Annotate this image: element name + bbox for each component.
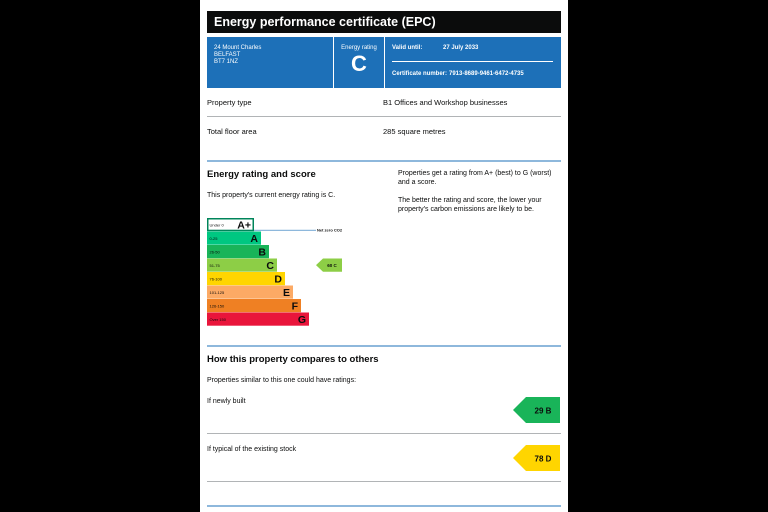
property-type-value: B1 Offices and Workshop businesses (383, 98, 508, 107)
band-range-b: 26-50 (209, 249, 220, 255)
band-range-e: 101-125 (209, 289, 225, 295)
band-letter-a-plus: A+ (237, 219, 251, 232)
certificate-number-value: 7913-8689-9461-6472-4735 (449, 71, 524, 77)
band-letter-d: D (274, 273, 282, 286)
newly-built-label: If newly built (207, 398, 246, 405)
newly-built-rating-arrow (513, 397, 560, 423)
band-letter-c: C (266, 259, 274, 272)
band-range-a: 0-25 (209, 235, 218, 241)
address-line-2: BELFAST (214, 52, 241, 58)
current-rating-text: This property's current energy rating is C. (207, 192, 336, 199)
band-range-g: Over 150 (209, 316, 226, 322)
rating-explanation-1: Properties get a rating from A+ (best) to G (worst) and a score. (398, 170, 552, 186)
current-rating-value: 60 C (327, 262, 337, 268)
property-type-label: Property type (207, 98, 252, 107)
section-divider (207, 505, 561, 507)
valid-until-value: 27 July 2033 (443, 45, 479, 51)
energy-rating-heading: Energy rating and score (207, 169, 316, 180)
valid-until-label: Valid until: (392, 45, 423, 51)
energy-rating-value: C (351, 51, 367, 76)
band-letter-g: G (297, 313, 306, 326)
page-title: Energy performance certificate (EPC) (207, 11, 561, 33)
floor-area-value: 285 square metres (383, 127, 446, 136)
band-letter-f: F (291, 300, 298, 313)
epc-page (200, 0, 568, 512)
band-letter-e: E (282, 286, 290, 299)
compare-heading: How this property compares to others (207, 354, 379, 365)
address-line-1: 24 Mount Charles (214, 45, 262, 51)
address-line-3: BT7 1NZ (214, 59, 239, 65)
existing-stock-rating-value: 78 D (534, 454, 552, 464)
newly-built-rating-value: 29 B (534, 406, 552, 416)
net-zero-label: Net zero CO2 (317, 227, 343, 233)
band-letter-a: A (250, 232, 258, 245)
compare-intro: Properties similar to this one could have ratings: (207, 377, 357, 384)
band-range-a-plus: Under 0 (209, 222, 224, 228)
existing-stock-rating-arrow (513, 445, 560, 471)
divider (207, 481, 561, 482)
energy-rating-label: Energy rating (341, 45, 377, 51)
existing-stock-label: If typical of the existing stock (207, 446, 297, 453)
band-letter-b: B (258, 246, 266, 259)
divider (207, 433, 561, 434)
section-divider (207, 345, 561, 347)
floor-area-label: Total floor area (207, 127, 257, 136)
band-range-c: 51-75 (209, 262, 220, 268)
energy-rating-chart (200, 0, 568, 340)
band-range-d: 76-100 (209, 276, 222, 282)
certificate-number-label: Certificate number: (392, 71, 448, 77)
rating-explanation-2: The better the rating and score, the lower your property's carbon emissions are likely to be. (398, 197, 542, 213)
band-range-f: 126-150 (209, 303, 225, 309)
